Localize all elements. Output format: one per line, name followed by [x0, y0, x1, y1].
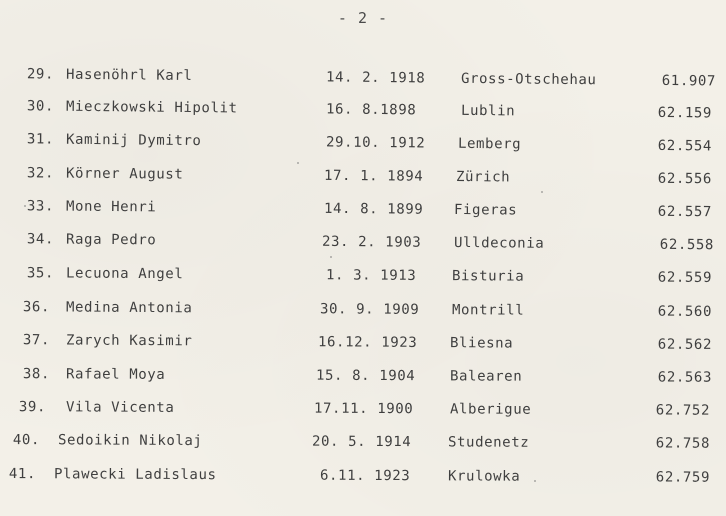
entry-birth-place: Bliesna — [449, 335, 514, 352]
entry-number: 62.559 — [657, 269, 713, 286]
entry-index: 34. — [26, 231, 55, 248]
entry-name: Lecuona Angel — [65, 265, 184, 283]
entry-index: 32. — [26, 165, 55, 182]
entry-name: Vila Vicenta — [65, 399, 175, 416]
entry-birth-place: Zürich — [455, 168, 511, 186]
entry-name: Mieczkowski Hipolit — [65, 98, 238, 117]
list-item — [0, 299, 726, 328]
entry-index: 41. — [8, 466, 37, 483]
entry-number: 62.759 — [655, 469, 711, 486]
entry-index: 31. — [26, 131, 55, 148]
entry-birth-place: Balearen — [449, 368, 523, 385]
entry-number: 62.563 — [657, 369, 713, 386]
entry-name: Mone Henri — [65, 198, 157, 216]
entry-number: 62.159 — [657, 104, 713, 122]
entry-number: 62.558 — [659, 236, 715, 254]
entry-birth-place: Lublin — [460, 102, 516, 120]
entry-birth-place: Lemberg — [457, 135, 522, 153]
list-item — [0, 265, 726, 294]
entry-name: Kaminij Dymitro — [65, 131, 202, 150]
entry-birth-place: Ulldeconia — [453, 234, 545, 252]
entry-birth-date: 15. 8. 1904 — [315, 367, 416, 385]
entry-index: 36. — [22, 299, 51, 316]
entry-birth-date: 29.10. 1912 — [325, 134, 426, 152]
entry-birth-date: 23. 2. 1903 — [321, 233, 422, 251]
entry-index: 35. — [26, 265, 55, 282]
entry-birth-place: Bisturia — [451, 268, 525, 285]
entry-index: 37. — [22, 332, 51, 349]
entry-birth-place: Krulowka — [447, 468, 521, 485]
paper-speck — [24, 205, 26, 207]
paper-speck — [297, 162, 299, 164]
entry-index: 33. — [26, 198, 55, 215]
entry-number: 62.562 — [657, 336, 713, 353]
list-item — [0, 466, 726, 494]
entry-name: Plawecki Ladislaus — [53, 466, 217, 484]
paper-speck — [534, 480, 536, 482]
paper-speck — [330, 256, 332, 258]
entry-name: Rafael Moya — [65, 366, 166, 383]
entry-birth-date: 16. 8.1898 — [325, 101, 417, 119]
entry-index: 39. — [18, 399, 47, 416]
entry-name: Medina Antonia — [65, 299, 193, 317]
entry-birth-date: 14. 8. 1899 — [323, 200, 424, 218]
entry-birth-date: 16.12. 1923 — [317, 334, 418, 351]
entry-name: Hasenöhrl Karl — [65, 66, 193, 85]
entry-number: 62.560 — [657, 303, 713, 320]
entry-birth-date: 30. 9. 1909 — [319, 301, 420, 318]
entry-birth-date: 17.11. 1900 — [313, 400, 414, 418]
entry-birth-date: 6.11. 1923 — [319, 467, 411, 485]
entry-number: 62.557 — [657, 203, 713, 221]
entry-birth-date: 17. 1. 1894 — [323, 167, 424, 185]
entry-birth-date: 14. 2. 1918 — [325, 69, 426, 87]
entry-birth-date: 1. 3. 1913 — [325, 267, 417, 284]
entry-index: 38. — [22, 366, 51, 383]
entry-index: 30. — [26, 98, 55, 115]
entry-name: Sedoikin Nikolaj — [57, 432, 203, 450]
list-item — [0, 432, 726, 460]
entry-number: 62.554 — [657, 137, 713, 155]
entry-index: 40. — [12, 432, 41, 449]
entry-name: Körner August — [65, 165, 184, 183]
entry-name: Raga Pedro — [65, 231, 157, 249]
entry-birth-place: Figeras — [453, 201, 518, 219]
entry-index: 29. — [26, 66, 55, 83]
list-item — [0, 366, 726, 394]
entry-number: 62.556 — [657, 170, 713, 188]
list-item — [0, 399, 726, 427]
entry-name: Zarych Kasimir — [65, 332, 193, 350]
entry-birth-place: Alberigue — [449, 401, 532, 418]
entry-number: 62.752 — [655, 402, 711, 419]
entry-birth-place: Gross-Otschehau — [460, 70, 597, 89]
paper-speck — [541, 191, 543, 193]
page-number: - 2 - — [337, 9, 389, 27]
entry-number: 61.907 — [661, 72, 717, 90]
entry-birth-place: Montrill — [451, 302, 525, 319]
entry-number: 62.758 — [655, 435, 711, 452]
list-item — [0, 332, 726, 361]
entry-birth-date: 20. 5. 1914 — [311, 433, 412, 451]
entry-birth-place: Studenetz — [447, 434, 530, 451]
